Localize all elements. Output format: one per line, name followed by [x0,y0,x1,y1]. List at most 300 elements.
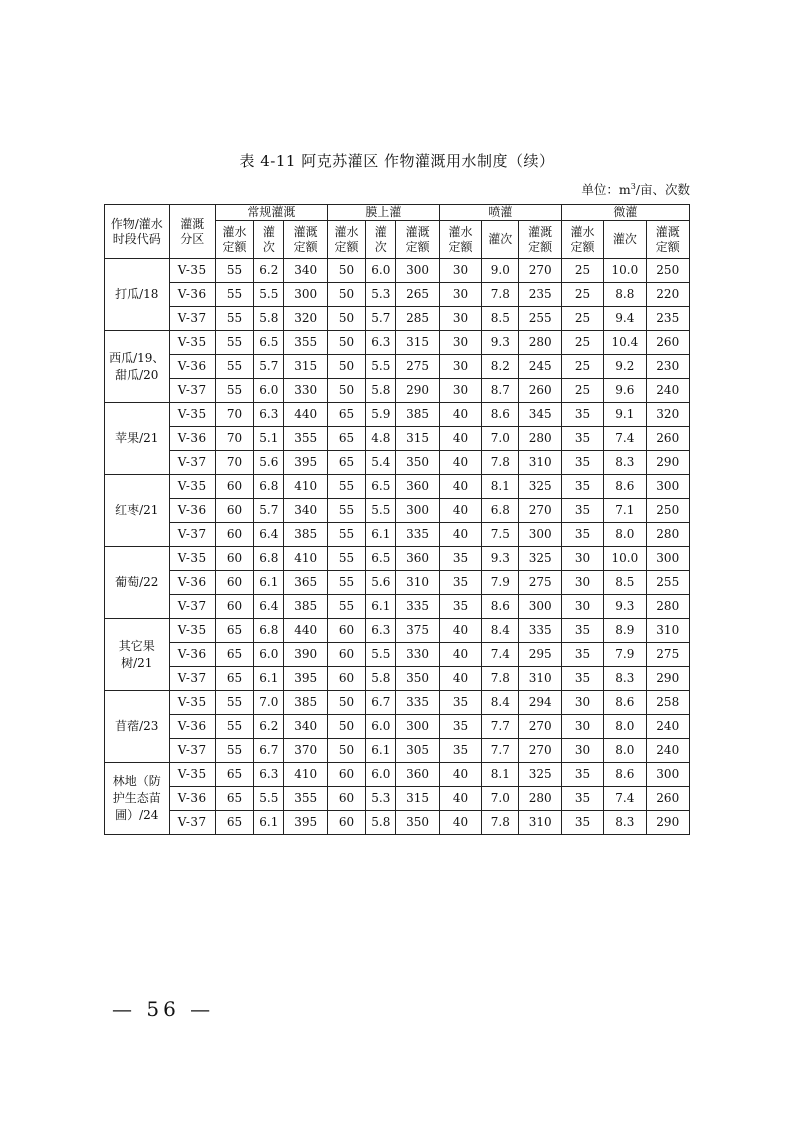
value-cell: 60 [215,523,253,547]
value-cell: 6.5 [366,475,396,499]
value-cell: 9.0 [482,259,519,283]
value-cell: 7.8 [482,283,519,307]
value-cell: 310 [396,571,439,595]
value-cell: 50 [327,355,365,379]
value-cell: 310 [519,667,561,691]
value-cell: 8.6 [482,595,519,619]
value-cell: 385 [284,691,327,715]
value-cell: 65 [215,619,253,643]
value-cell: 6.0 [254,379,284,403]
value-cell: 4.8 [366,427,396,451]
value-cell: 35 [561,499,603,523]
value-cell: 5.7 [254,499,284,523]
zone-cell: V-35 [169,547,215,571]
value-cell: 8.6 [604,475,646,499]
value-cell: 35 [561,475,603,499]
value-cell: 335 [519,619,561,643]
value-cell: 315 [396,787,439,811]
value-cell: 55 [215,379,253,403]
value-cell: 55 [327,475,365,499]
value-cell: 258 [646,691,689,715]
value-cell: 8.0 [604,523,646,547]
value-cell: 6.1 [254,571,284,595]
value-cell: 375 [396,619,439,643]
value-cell: 5.8 [366,811,396,835]
value-cell: 5.5 [254,283,284,307]
value-cell: 410 [284,763,327,787]
value-cell: 6.0 [366,715,396,739]
value-cell: 240 [646,739,689,763]
header-sub: 灌水定额 [561,221,603,259]
value-cell: 335 [396,523,439,547]
value-cell: 55 [327,547,365,571]
value-cell: 7.8 [482,451,519,475]
value-cell: 255 [519,307,561,331]
table-row [105,547,690,571]
table-row [105,595,690,619]
value-cell: 6.3 [254,763,284,787]
value-cell: 65 [215,643,253,667]
value-cell: 5.8 [254,307,284,331]
value-cell: 7.4 [482,643,519,667]
value-cell: 9.1 [604,403,646,427]
value-cell: 40 [439,427,481,451]
value-cell: 60 [327,619,365,643]
value-cell: 235 [646,307,689,331]
value-cell: 335 [396,595,439,619]
value-cell: 6.8 [254,619,284,643]
zone-cell: V-37 [169,811,215,835]
value-cell: 340 [284,259,327,283]
value-cell: 50 [327,715,365,739]
value-cell: 310 [519,451,561,475]
header-sub: 灌次 [604,221,646,259]
header-group: 常规灌溉 [215,205,327,221]
value-cell: 325 [519,475,561,499]
value-cell: 60 [327,763,365,787]
value-cell: 7.9 [604,643,646,667]
value-cell: 6.3 [254,403,284,427]
value-cell: 9.3 [604,595,646,619]
value-cell: 240 [646,715,689,739]
value-cell: 35 [561,667,603,691]
value-cell: 40 [439,763,481,787]
table-row [105,307,690,331]
value-cell: 310 [519,811,561,835]
value-cell: 5.3 [366,787,396,811]
value-cell: 5.8 [366,667,396,691]
value-cell: 5.5 [366,499,396,523]
value-cell: 5.6 [366,571,396,595]
value-cell: 300 [646,475,689,499]
value-cell: 325 [519,763,561,787]
crop-name: 红枣/21 [105,475,170,547]
header-crop: 作物/灌水时段代码 [105,205,170,259]
value-cell: 6.5 [366,547,396,571]
value-cell: 280 [646,523,689,547]
value-cell: 300 [396,715,439,739]
zone-cell: V-36 [169,499,215,523]
value-cell: 40 [439,619,481,643]
value-cell: 370 [284,739,327,763]
value-cell: 6.1 [366,595,396,619]
table-row [105,451,690,475]
value-cell: 35 [561,451,603,475]
table-row [105,283,690,307]
zone-cell: V-37 [169,307,215,331]
value-cell: 8.3 [604,451,646,475]
value-cell: 35 [439,691,481,715]
header-zone: 灌溉分区 [169,205,215,259]
value-cell: 55 [327,595,365,619]
zone-cell: V-35 [169,763,215,787]
zone-cell: V-37 [169,739,215,763]
value-cell: 290 [646,811,689,835]
value-cell: 230 [646,355,689,379]
zone-cell: V-36 [169,427,215,451]
value-cell: 320 [646,403,689,427]
value-cell: 340 [284,715,327,739]
value-cell: 410 [284,547,327,571]
value-cell: 65 [215,763,253,787]
header-sub: 灌次 [482,221,519,259]
value-cell: 355 [284,787,327,811]
value-cell: 6.8 [482,499,519,523]
table-row [105,691,690,715]
value-cell: 385 [396,403,439,427]
value-cell: 305 [396,739,439,763]
value-cell: 9.6 [604,379,646,403]
value-cell: 325 [519,547,561,571]
zone-cell: V-35 [169,619,215,643]
value-cell: 35 [561,763,603,787]
value-cell: 255 [646,571,689,595]
value-cell: 5.6 [254,451,284,475]
value-cell: 70 [215,427,253,451]
crop-name: 葡萄/22 [105,547,170,619]
value-cell: 440 [284,403,327,427]
value-cell: 315 [396,331,439,355]
value-cell: 60 [215,595,253,619]
value-cell: 275 [396,355,439,379]
value-cell: 70 [215,403,253,427]
value-cell: 250 [646,259,689,283]
value-cell: 260 [646,427,689,451]
value-cell: 65 [215,811,253,835]
value-cell: 40 [439,403,481,427]
value-cell: 8.8 [604,283,646,307]
value-cell: 50 [327,307,365,331]
header-sub: 灌次 [366,221,396,259]
header-sub: 灌水定额 [327,221,365,259]
value-cell: 35 [561,619,603,643]
value-cell: 8.2 [482,355,519,379]
table-row [105,403,690,427]
value-cell: 55 [327,523,365,547]
crop-name: 打瓜/18 [105,259,170,331]
value-cell: 390 [284,643,327,667]
value-cell: 8.6 [482,403,519,427]
value-cell: 9.4 [604,307,646,331]
value-cell: 6.1 [254,811,284,835]
value-cell: 300 [646,763,689,787]
value-cell: 55 [327,571,365,595]
value-cell: 270 [519,715,561,739]
value-cell: 8.4 [482,619,519,643]
table-row [105,811,690,835]
value-cell: 55 [215,691,253,715]
zone-cell: V-36 [169,571,215,595]
value-cell: 50 [327,691,365,715]
value-cell: 40 [439,523,481,547]
value-cell: 35 [439,739,481,763]
value-cell: 8.7 [482,379,519,403]
value-cell: 10.0 [604,259,646,283]
value-cell: 270 [519,259,561,283]
value-cell: 55 [215,331,253,355]
value-cell: 270 [519,739,561,763]
table-row [105,643,690,667]
table-row [105,427,690,451]
value-cell: 5.9 [366,403,396,427]
value-cell: 8.0 [604,715,646,739]
value-cell: 330 [396,643,439,667]
value-cell: 7.0 [482,787,519,811]
value-cell: 7.1 [604,499,646,523]
value-cell: 50 [327,739,365,763]
table-row [105,523,690,547]
value-cell: 365 [284,571,327,595]
value-cell: 395 [284,811,327,835]
table-row [105,715,690,739]
value-cell: 25 [561,259,603,283]
crop-name: 其它果树/21 [105,619,170,691]
value-cell: 235 [519,283,561,307]
value-cell: 10.0 [604,547,646,571]
value-cell: 55 [215,739,253,763]
value-cell: 60 [327,787,365,811]
header-sub: 灌溉定额 [284,221,327,259]
value-cell: 30 [561,691,603,715]
value-cell: 7.7 [482,739,519,763]
page-number: — 56 — [112,997,215,1021]
value-cell: 55 [215,355,253,379]
value-cell: 6.0 [254,643,284,667]
value-cell: 330 [284,379,327,403]
value-cell: 30 [561,715,603,739]
value-cell: 6.0 [366,763,396,787]
value-cell: 5.5 [254,787,284,811]
value-cell: 320 [284,307,327,331]
value-cell: 55 [215,307,253,331]
value-cell: 50 [327,331,365,355]
zone-cell: V-37 [169,523,215,547]
value-cell: 410 [284,475,327,499]
zone-cell: V-37 [169,379,215,403]
value-cell: 8.3 [604,811,646,835]
value-cell: 55 [327,499,365,523]
value-cell: 7.9 [482,571,519,595]
value-cell: 290 [396,379,439,403]
crop-name: 苜蓿/23 [105,691,170,763]
value-cell: 265 [396,283,439,307]
value-cell: 35 [561,523,603,547]
value-cell: 35 [561,427,603,451]
irrigation-table [104,204,690,835]
zone-cell: V-35 [169,331,215,355]
value-cell: 40 [439,451,481,475]
value-cell: 6.3 [366,331,396,355]
value-cell: 25 [561,331,603,355]
value-cell: 6.1 [254,667,284,691]
value-cell: 350 [396,451,439,475]
table-row [105,499,690,523]
value-cell: 60 [215,499,253,523]
value-cell: 50 [327,283,365,307]
value-cell: 55 [215,283,253,307]
value-cell: 310 [646,619,689,643]
zone-cell: V-35 [169,403,215,427]
header-group: 膜上灌 [327,205,439,221]
value-cell: 355 [284,331,327,355]
value-cell: 6.4 [254,523,284,547]
value-cell: 7.8 [482,667,519,691]
value-cell: 60 [215,475,253,499]
value-cell: 30 [439,259,481,283]
header-sub: 灌水定额 [215,221,253,259]
value-cell: 40 [439,643,481,667]
header-sub: 灌次 [254,221,284,259]
value-cell: 7.0 [254,691,284,715]
value-cell: 395 [284,451,327,475]
value-cell: 10.4 [604,331,646,355]
value-cell: 65 [327,427,365,451]
zone-cell: V-37 [169,595,215,619]
value-cell: 260 [646,787,689,811]
value-cell: 65 [215,667,253,691]
value-cell: 60 [215,571,253,595]
value-cell: 280 [519,427,561,451]
header-group: 微灌 [561,205,689,221]
value-cell: 50 [327,259,365,283]
value-cell: 6.7 [254,739,284,763]
value-cell: 30 [439,379,481,403]
zone-cell: V-36 [169,355,215,379]
value-cell: 294 [519,691,561,715]
zone-cell: V-36 [169,787,215,811]
table-row [105,259,690,283]
value-cell: 8.6 [604,763,646,787]
value-cell: 40 [439,787,481,811]
value-cell: 6.8 [254,547,284,571]
table-row [105,355,690,379]
zone-cell: V-35 [169,259,215,283]
zone-cell: V-36 [169,283,215,307]
table-row [105,763,690,787]
value-cell: 35 [561,787,603,811]
table-row [105,475,690,499]
value-cell: 9.3 [482,331,519,355]
value-cell: 315 [396,427,439,451]
value-cell: 8.9 [604,619,646,643]
value-cell: 335 [396,691,439,715]
value-cell: 6.3 [366,619,396,643]
value-cell: 300 [284,283,327,307]
value-cell: 25 [561,379,603,403]
value-cell: 30 [439,307,481,331]
value-cell: 7.8 [482,811,519,835]
zone-cell: V-35 [169,691,215,715]
value-cell: 30 [439,283,481,307]
table-row [105,331,690,355]
header-sub: 灌溉定额 [519,221,561,259]
value-cell: 5.4 [366,451,396,475]
value-cell: 7.4 [604,427,646,451]
value-cell: 7.4 [604,787,646,811]
value-cell: 9.3 [482,547,519,571]
value-cell: 300 [396,259,439,283]
table-row [105,571,690,595]
value-cell: 245 [519,355,561,379]
value-cell: 40 [439,811,481,835]
value-cell: 5.8 [366,379,396,403]
value-cell: 40 [439,667,481,691]
value-cell: 355 [284,427,327,451]
unit-label: 单位：$m^3/$亩、次数 [581,181,690,197]
value-cell: 30 [561,571,603,595]
value-cell: 6.2 [254,259,284,283]
value-cell: 55 [215,715,253,739]
value-cell: 360 [396,763,439,787]
value-cell: 385 [284,595,327,619]
value-cell: 30 [561,739,603,763]
header-sub: 灌水定额 [439,221,481,259]
value-cell: 240 [646,379,689,403]
value-cell: 8.6 [604,691,646,715]
value-cell: 290 [646,451,689,475]
value-cell: 5.5 [366,643,396,667]
value-cell: 35 [561,811,603,835]
value-cell: 50 [327,379,365,403]
value-cell: 5.5 [366,355,396,379]
value-cell: 25 [561,307,603,331]
value-cell: 6.1 [366,739,396,763]
value-cell: 280 [519,787,561,811]
value-cell: 300 [396,499,439,523]
value-cell: 290 [646,667,689,691]
value-cell: 30 [439,355,481,379]
value-cell: 300 [519,595,561,619]
header-sub: 灌溉定额 [396,221,439,259]
value-cell: 220 [646,283,689,307]
value-cell: 65 [215,787,253,811]
value-cell: 60 [327,643,365,667]
value-cell: 35 [439,571,481,595]
value-cell: 7.7 [482,715,519,739]
value-cell: 8.0 [604,739,646,763]
zone-cell: V-37 [169,667,215,691]
value-cell: 60 [215,547,253,571]
value-cell: 295 [519,643,561,667]
value-cell: 7.5 [482,523,519,547]
crop-name: 林地（防护生态苗圃）/24 [105,763,170,835]
value-cell: 275 [646,643,689,667]
table-row [105,667,690,691]
value-cell: 25 [561,283,603,307]
table-row [105,787,690,811]
value-cell: 25 [561,355,603,379]
value-cell: 280 [519,331,561,355]
